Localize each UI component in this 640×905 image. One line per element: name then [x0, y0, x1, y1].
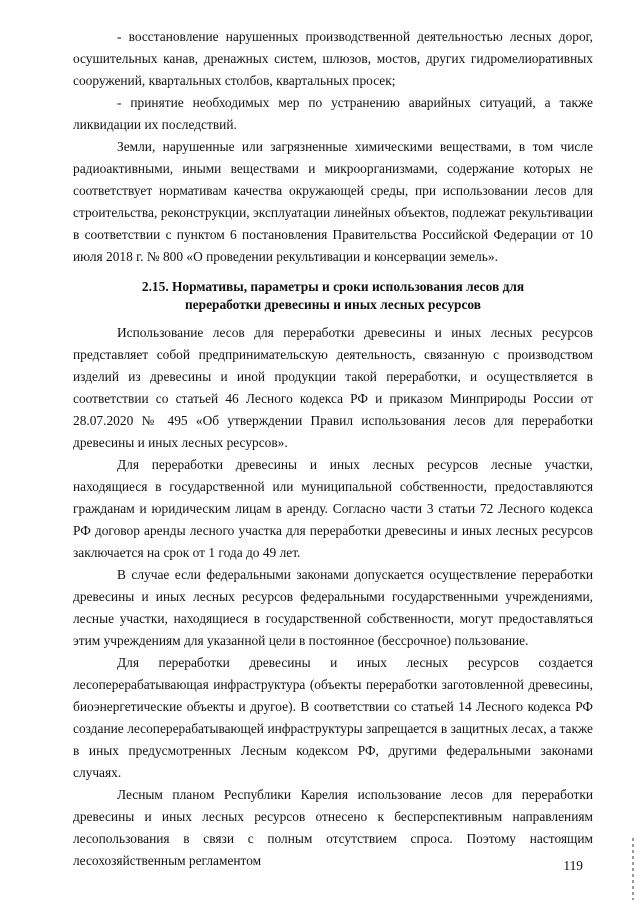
paragraph-forest-use: Использование лесов для переработки древесины и иных лесных ресурсов представляет собой предпринимательскую деятельность, связанную с производством изделий из древесины и иной продукции такой переработки, и осуществляется в соответствии со статьей 46 Лесного кодекса РФ и приказом Минприроды России от 28.07.2020 № 495 «Об утверждении Правил использования лесов для переработки древесины и иных лесных ресурсов».	[73, 325, 593, 450]
paragraph-karelia-plan: Лесным планом Республики Карелия использование лесов для переработки древесины и иных лесных ресурсов отнесено к бесперспективным направлениям лесопользования в связи с полным отсутствием спроса. Поэтому настоящим лесохозяйственным регламентом	[73, 787, 593, 868]
paragraph-land-recultivation: Земли, нарушенные или загрязненные химическими веществами, в том числе радиоактивными, иными веществами и микроорганизмами, содержание которых не соответствует нормативам качества окружающей среды, при использовании лесов для строительства, реконструкции, эксплуатации линейных объектов, подлежат рекультивации в соответствии с пунктом 6 постановления Правительства Российской Федерации от 10 июля 2018 г. № 800 «О проведении рекультивации и консервации земель».	[73, 139, 593, 264]
paragraph-federal-institutions: В случае если федеральными законами допускается осуществление переработки древесины и иных лесных ресурсов федеральными государственными учреждениями, лесные участки, находящиеся в государственной собственности, могут предоставляться этим учреждениям для указанной цели в постоянное (бессрочное) пользование.	[73, 567, 593, 648]
page-content	[73, 26, 593, 872]
paragraph-lease: Для переработки древесины и иных лесных ресурсов лесные участки, находящиеся в государственной или муниципальной собственности, предоставляются гражданам и юридическим лицам в аренду. Согласно части 3 статьи 72 Лесного кодекса РФ договор аренды лесного участка для переработки древесины и иных лесных ресурсов заключается на срок от 1 года до 49 лет.	[73, 457, 593, 560]
scan-edge-mark	[632, 838, 634, 900]
paragraph-infrastructure: Для переработки древесины и иных лесных ресурсов создается лесоперерабатывающая инфраструктура (объекты переработки заготовленной древесины, биоэнергетические объекты и другое). В соответствии со статьей 14 Лесного кодекса РФ создание лесоперерабатывающей инфраструктуры запрещается в защитных лесах, а также в иных предусмотренных Лесным кодексом РФ, другими федеральными законами случаях.	[73, 655, 593, 780]
list-item-restoration: - восстановление нарушенных производственной деятельностью лесных дорог, осушительных канав, дренажных систем, шлюзов, мостов, других гидромелиоративных сооружений, квартальных столбов, квартальных просек;	[73, 29, 593, 88]
section-heading: 2.15. Нормативы, параметры и сроки использования лесов для переработки древесины и иных лесных ресурсов	[141, 279, 525, 312]
page-number: 119	[563, 858, 583, 873]
list-item-emergency: - принятие необходимых мер по устранению аварийных ситуаций, а также ликвидации их последствий.	[73, 95, 593, 132]
